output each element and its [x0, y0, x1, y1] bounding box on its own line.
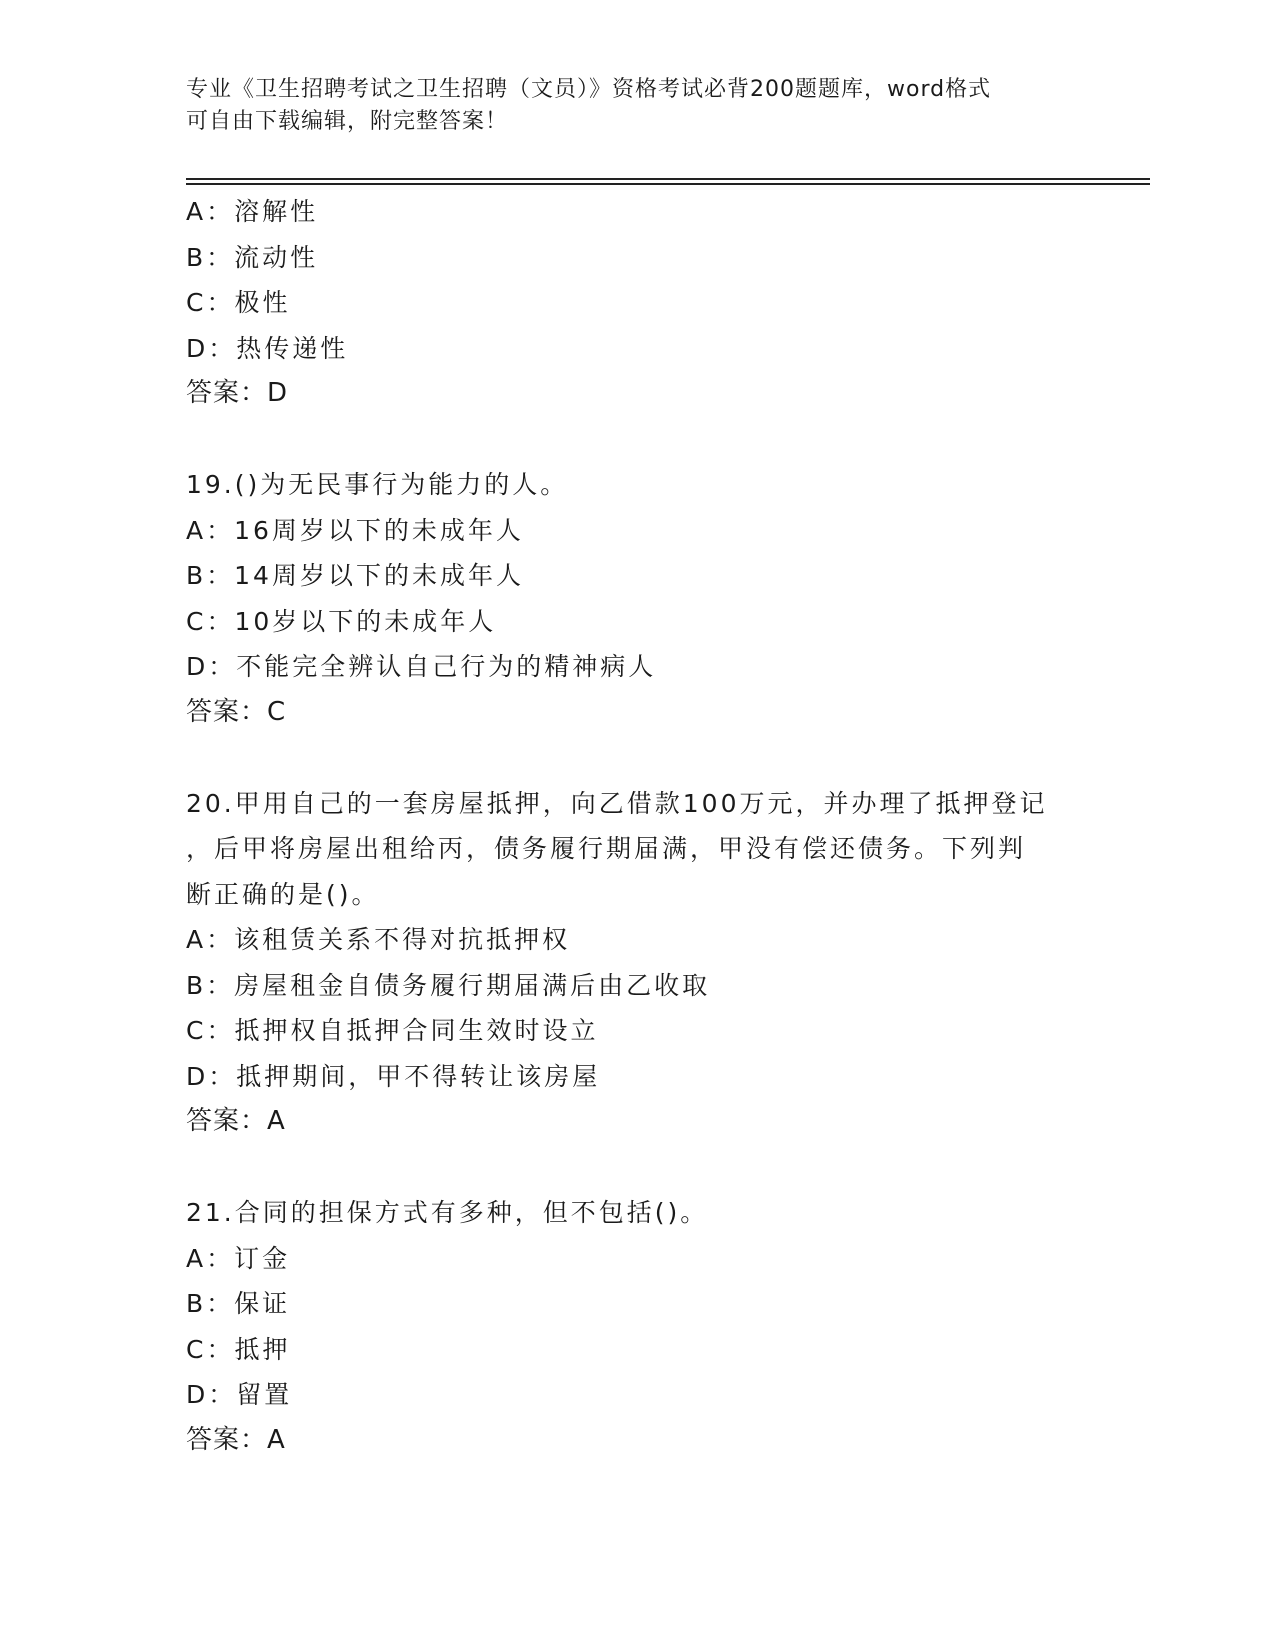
- header-rule-bottom: [186, 183, 1150, 185]
- question-stem-line-2: ，后甲将房屋出租给丙，债务履行期届满，甲没有偿还债务。下列判: [186, 834, 1027, 863]
- answer: 答案：A: [186, 1106, 286, 1136]
- option-c: C：抵押: [186, 1334, 291, 1364]
- question-20: [186, 781, 1146, 1145]
- option-c: C：抵押权自抵押合同生效时设立: [186, 1016, 599, 1045]
- answer: 答案：C: [186, 696, 287, 727]
- option-a: A：溶解性: [186, 197, 319, 226]
- option-a: A：16周岁以下的未成年人: [186, 515, 524, 545]
- option-d: D：留置: [186, 1380, 293, 1409]
- option-b: B：保证: [186, 1289, 291, 1318]
- option-b: B：流动性: [186, 242, 319, 272]
- question-stem-line-3: 断正确的是()。: [186, 879, 380, 909]
- document-header: [186, 74, 1086, 138]
- option-c: C：10岁以下的未成年人: [186, 606, 497, 636]
- option-a: A：该租赁关系不得对抗抵押权: [186, 925, 571, 954]
- option-d: D：热传递性: [186, 333, 349, 363]
- option-d: D：不能完全辨认自己行为的精神病人: [186, 652, 657, 681]
- question-stem: 19.()为无民事行为能力的人。: [186, 470, 569, 499]
- question-21: [186, 1190, 1146, 1463]
- answer: 答案：D: [186, 378, 289, 408]
- question-list: [186, 189, 1146, 1509]
- question-stem: 21.合同的担保方式有多种，但不包括()。: [186, 1198, 709, 1227]
- option-b: B：房屋租金自债务履行期届满后由乙收取: [186, 970, 711, 1000]
- question-stem-line-1: 20.甲用自己的一套房屋抵押，向乙借款100万元，并办理了抵押登记: [186, 788, 1048, 818]
- question-19: [186, 462, 1146, 735]
- header-line-2: 可自由下载编辑，附完整答案！: [186, 109, 509, 134]
- option-d: D：抵押期间，甲不得转让该房屋: [186, 1061, 601, 1091]
- option-a: A：订金: [186, 1243, 291, 1273]
- header-rule-top: [186, 178, 1150, 180]
- option-c: C：极性: [186, 288, 291, 317]
- header-line-1: 专业《卫生招聘考试之卫生招聘（文员）》资格考试必背200题题库，word格式: [186, 77, 992, 102]
- answer: 答案：A: [186, 1424, 286, 1455]
- option-b: B：14周岁以下的未成年人: [186, 561, 524, 590]
- question-18: [186, 189, 1146, 417]
